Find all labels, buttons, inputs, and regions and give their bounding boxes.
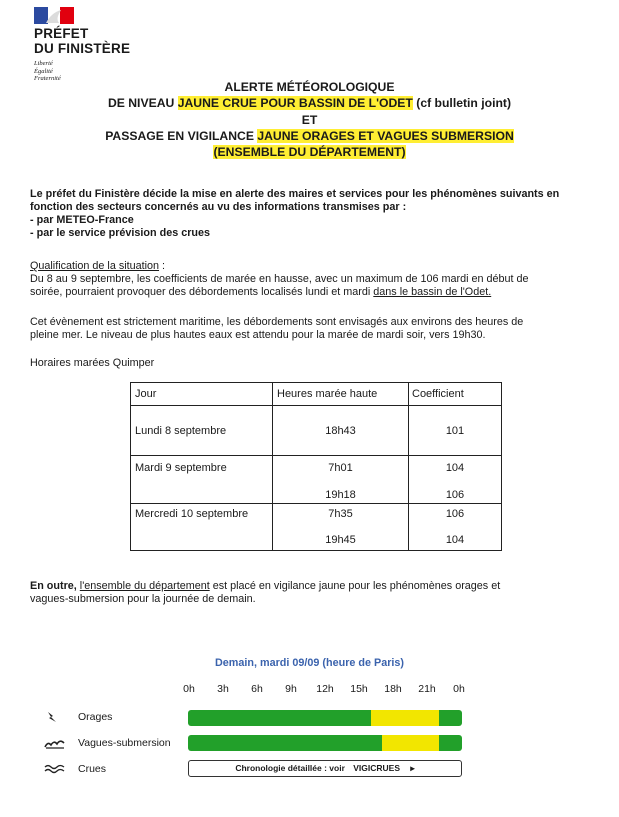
marianne-flag-logo: [34, 7, 74, 24]
en-outre-line-1: [30, 580, 600, 593]
hour-text: 7h35: [328, 508, 353, 520]
crues-box-text: Chronologie détaillée : voir: [235, 763, 345, 773]
prefecture-line-1: PRÉFET: [34, 26, 89, 41]
maritime-paragraph: [30, 316, 600, 342]
chevron-right-icon: ▸: [410, 763, 415, 773]
title-line-2-pre: DE NIVEAU: [107, 96, 178, 110]
coef-text: 106: [445, 508, 465, 520]
waves-submersion-icon: [44, 737, 66, 749]
header-heures: Heures marée haute: [273, 383, 409, 406]
hour-cell: 18h43: [273, 406, 409, 456]
intro-line-1: Le préfet du Finistère décide la mise en alerte des maires et services pour les phénomènes suivants en: [30, 188, 560, 200]
title-line-5-highlight: (ENSEMBLE DU DÉPARTEMENT): [213, 145, 406, 159]
hour-label: 0h: [453, 683, 465, 695]
hour-label: 18h: [384, 683, 402, 695]
table-row: [131, 456, 502, 504]
hour-label: 12h: [316, 683, 334, 695]
coef-text: 104: [445, 462, 465, 474]
vigilance-segment-green: [439, 710, 462, 726]
en-outre-paragraph: [30, 580, 600, 606]
hour-cell: [273, 504, 409, 551]
day-cell: [131, 456, 273, 504]
title-line-4-highlight: JAUNE ORAGES ET VAGUES SUBMERSION: [257, 129, 514, 143]
table-row: [131, 406, 502, 456]
vigilance-segment-green: [188, 710, 371, 726]
vigicrues-link[interactable]: VIGICRUES: [353, 763, 401, 773]
intro-line-2: fonction des secteurs concernés au vu des informations transmises par :: [30, 201, 407, 213]
header-jour: Jour: [131, 383, 273, 406]
vigilance-segment-green: [439, 735, 462, 751]
vagues-submersion-bar: [188, 735, 462, 751]
ensemble-departement-underlined: l'ensemble du département: [79, 580, 210, 592]
hour-label: 15h: [350, 683, 368, 695]
orages-bar: [188, 710, 462, 726]
day-cell: [131, 504, 273, 551]
maritime-line-1: Cet évènement est strictement maritime, les débordements sont envisagés aux environs des heures de: [30, 316, 524, 328]
intro-paragraph: [30, 188, 600, 240]
header-coefficient: Coefficient: [409, 383, 502, 406]
hour-text: 19h18: [325, 489, 356, 501]
odet-basin-underlined: dans le bassin de l'Odet.: [373, 286, 492, 298]
qualification-heading-suffix: :: [159, 260, 166, 272]
qualification-line-2-text: soirée, pourraient provoquer des débordements localisés lundi et mardi: [30, 286, 374, 298]
vagues-submersion-label: Vagues-submersion: [78, 737, 171, 749]
orages-label: Orages: [78, 711, 113, 723]
en-outre-bold: En outre,: [30, 580, 80, 592]
qualification-heading-line: [30, 260, 600, 273]
intro-line-3: - par METEO-France: [30, 214, 134, 226]
day-text: Mercredi 10 septembre: [135, 508, 249, 520]
motto-egalite: Égalité: [34, 67, 53, 75]
tides-caption: Horaires marées Quimper: [30, 357, 155, 369]
crues-icon: [44, 763, 66, 775]
prefecture-line-2: DU FINISTÈRE: [34, 41, 131, 56]
hour-cell: [273, 456, 409, 504]
motto-liberte: Liberté: [34, 60, 53, 67]
title-line-1: ALERTE MÉTÉOROLOGIQUE: [224, 80, 395, 94]
title-line-2-highlight: JAUNE CRUE POUR BASSIN DE L'ODET: [177, 96, 413, 110]
hour-label: 9h: [285, 683, 297, 695]
tides-table: [130, 382, 502, 551]
table-header-row: [131, 383, 502, 406]
coef-text: 104: [445, 534, 465, 546]
qualification-heading: Qualification de la situation: [30, 260, 160, 272]
coef-text: 106: [445, 489, 465, 501]
hour-label: 6h: [251, 683, 263, 695]
vigilance-segment-yellow: [371, 710, 440, 726]
coef-cell: [409, 456, 502, 504]
coef-cell: 101: [409, 406, 502, 456]
prefecture-name: [34, 26, 130, 56]
qualification-line-2: [30, 286, 600, 299]
en-outre-rest: est placé en vigilance jaune pour les phénomènes orages et: [209, 580, 501, 592]
title-line-2: [0, 96, 619, 111]
qualification-line-1: Du 8 au 9 septembre, les coefficients de marée en hausse, avec un maximum de 106 mardi en début de: [30, 273, 529, 285]
hour-label: 21h: [418, 683, 436, 695]
vigilance-segment-green: [188, 735, 382, 751]
hour-label: 3h: [217, 683, 229, 695]
vigilance-segment-yellow: [382, 735, 439, 751]
intro-line-4: - par le service prévision des crues: [30, 227, 211, 239]
qualification-paragraph: [30, 260, 600, 299]
title-line-5: [0, 145, 619, 160]
lightning-icon: [44, 711, 66, 723]
crues-label: Crues: [78, 763, 107, 775]
vigilance-title: Demain, mardi 09/09 (heure de Paris): [214, 657, 405, 669]
title-line-3: ET: [301, 113, 318, 127]
day-cell: Lundi 8 septembre: [131, 406, 273, 456]
table-row: [131, 504, 502, 551]
vigicrues-link-box[interactable]: [188, 760, 462, 777]
title-line-2-post: (cf bulletin joint): [412, 96, 512, 110]
hour-text: 7h01: [328, 462, 353, 474]
maritime-line-2: pleine mer. Le niveau de plus hautes eaux est attendu pour la marée de mardi soir, vers 19h30.: [30, 329, 486, 341]
hour-text: 19h45: [325, 534, 356, 546]
title-line-4-pre: PASSAGE EN VIGILANCE: [105, 129, 258, 143]
motto-fraternite: Fraternité: [34, 75, 61, 82]
en-outre-line-2: vagues-submersion pour la journée de demain.: [30, 593, 256, 605]
hour-label: 0h: [183, 683, 195, 695]
coef-cell: [409, 504, 502, 551]
day-text: Mardi 9 septembre: [135, 462, 227, 474]
title-line-4: [0, 129, 619, 144]
